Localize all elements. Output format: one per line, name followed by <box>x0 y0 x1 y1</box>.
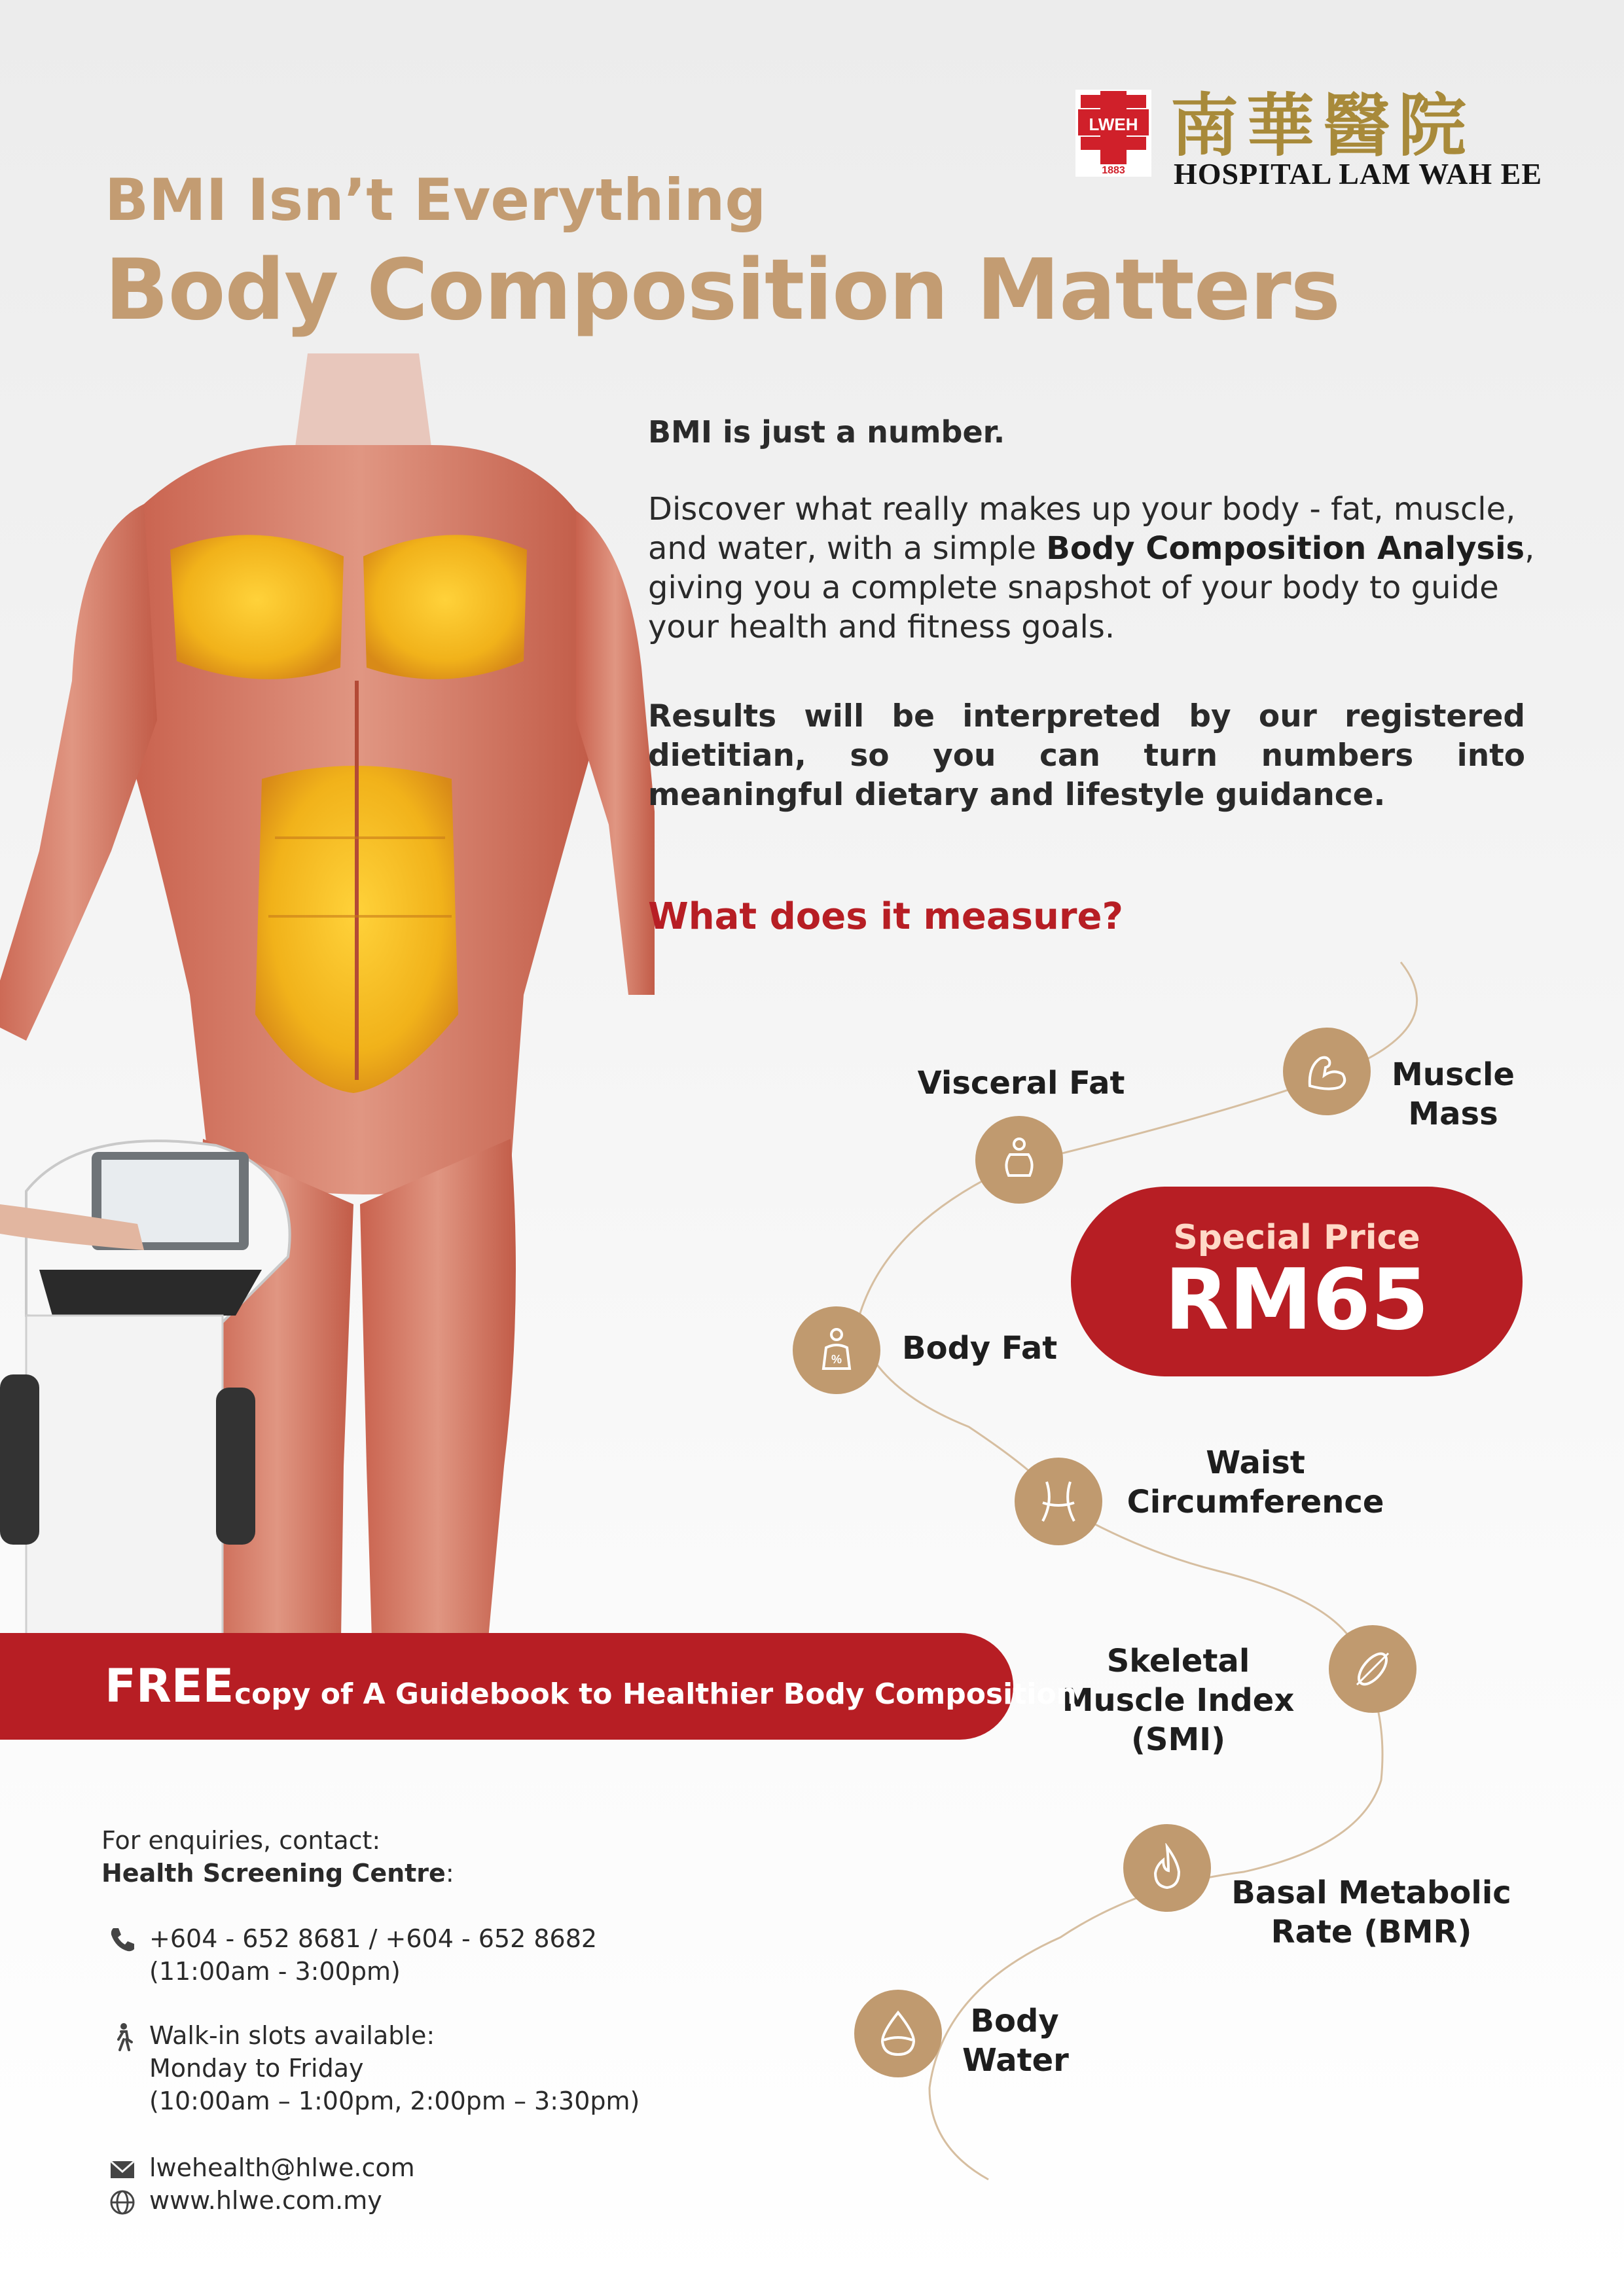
headline-line-1: BMI Isn’t Everything <box>105 166 767 234</box>
dietitian-paragraph: Results will be interpreted by our registered dietitian, so you can turn numbers into meaningful dietary and lifestyle guidance. <box>648 698 1525 813</box>
measure-label-body-fat: Body Fat <box>902 1330 1058 1367</box>
measure-label-visceral-fat: Visceral Fat <box>917 1065 1125 1102</box>
contact-website[interactable]: www.hlwe.com.my <box>149 2186 382 2215</box>
globe-icon <box>108 2188 137 2217</box>
flexed-arm-icon <box>1302 1047 1352 1096</box>
hospital-logo-cross <box>1075 90 1151 177</box>
intro-paragraph <box>648 490 1538 647</box>
measure-label-waist: Waist Circumference <box>1127 1444 1384 1520</box>
smi-icon-circle <box>1329 1625 1416 1713</box>
waist-icon <box>1034 1477 1083 1526</box>
walkin-hours: (10:00am – 1:00pm, 2:00pm – 3:30pm) <box>149 2087 640 2115</box>
belly-icon <box>994 1135 1044 1185</box>
waist-icon-circle <box>1015 1458 1102 1545</box>
logo-badge-text: LWEH <box>1089 115 1138 134</box>
special-price-badge <box>1071 1187 1523 1376</box>
measure-label-smi: Skeletal Muscle Index (SMI) <box>1062 1643 1295 1758</box>
walking-person-icon <box>108 2022 137 2051</box>
intro-body-bold: Body Composition Analysis <box>1046 530 1525 567</box>
visceral-fat-icon-circle <box>975 1116 1063 1204</box>
phone-icon <box>108 1924 137 1953</box>
contact-phone[interactable]: +604 - 652 8681 / +604 - 652 8682 <box>149 1924 598 1953</box>
water-drop-icon <box>873 2009 923 2058</box>
body-fat-icon-circle <box>793 1306 880 1394</box>
contact-intro: For enquiries, contact: <box>101 1826 381 1855</box>
price-value: RM65 <box>1164 1251 1430 1349</box>
intro-body-start: Discover what really makes up your body - fat, muscle, and water, with a simple <box>648 491 1516 567</box>
flame-icon <box>1142 1843 1192 1893</box>
contact-email[interactable]: lwehealth@hlwe.com <box>149 2153 415 2182</box>
contact-phone-hours: (11:00am - 3:00pm) <box>149 1957 401 1986</box>
email-icon <box>108 2155 137 2183</box>
intro-body-end: , giving you a complete snapshot of your body to guide your health and fitness goals. <box>648 530 1535 645</box>
measure-label-muscle-mass: Muscle Mass <box>1392 1056 1515 1132</box>
logo-chinese-name: 南華醫院 <box>1170 85 1475 166</box>
walkin-label: Walk-in slots available: <box>149 2021 435 2050</box>
contact-centre-name: Health Screening Centre <box>101 1859 446 1888</box>
price-label: Special Price <box>1173 1218 1420 1257</box>
contact-centre: Health Screening Centre: <box>101 1859 454 1888</box>
muscle-fiber-icon <box>1348 1644 1398 1694</box>
intro-lead: BMI is just a number. <box>648 414 1005 450</box>
walkin-days: Monday to Friday <box>149 2054 364 2083</box>
measure-label-body-water: Body Water <box>962 2003 1069 2079</box>
muscle-mass-icon-circle <box>1283 1028 1371 1115</box>
body-fat-percent-icon <box>812 1325 861 1375</box>
svg-text:%: % <box>831 1353 842 1366</box>
free-guidebook-text: copy of A Guidebook to Healthier Body Composition <box>234 1677 1077 1711</box>
bmr-icon-circle <box>1123 1824 1211 1912</box>
measure-label-bmr: Basal Metabolic Rate (BMR) <box>1231 1874 1511 1950</box>
logo-english-name: HOSPITAL LAM WAH EE <box>1174 157 1543 190</box>
page-title: Body Composition Matters <box>105 242 1340 339</box>
muscle-anatomy-illustration <box>0 353 655 1682</box>
free-word: FREE <box>105 1659 234 1713</box>
logo-year: 1883 <box>1102 165 1125 176</box>
body-water-icon-circle <box>854 1990 942 2077</box>
measure-heading: What does it measure? <box>648 895 1123 938</box>
